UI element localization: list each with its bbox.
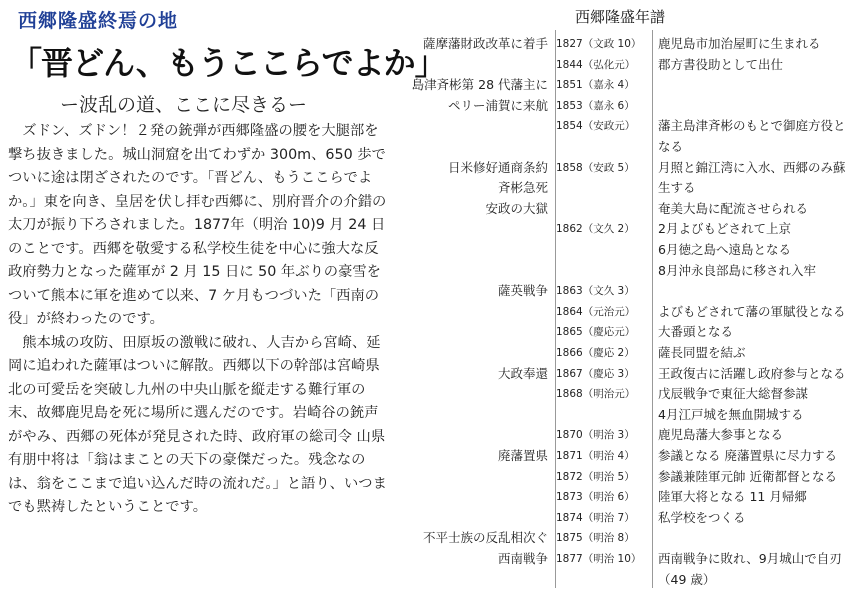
chronology-event: 薩英戦争 xyxy=(497,283,548,299)
chronology-year: 1870（明治 3） xyxy=(556,429,635,442)
chronology-description: 鹿児島藩大参事となる xyxy=(658,427,784,443)
chronology-description: 生する xyxy=(658,180,696,196)
chronology-year: 1864（元治元） xyxy=(556,305,636,318)
chronology-year: 1866（慶応 2） xyxy=(556,347,635,359)
article-subtitle: ー波乱の道、ここに尽きるー xyxy=(60,94,308,116)
chronology-description: 陸軍大将となる 11 月帰郷 xyxy=(658,489,807,505)
chronology-event: 安政の大獄 xyxy=(485,200,548,216)
chronology-year: 1863（文久 3） xyxy=(556,285,635,298)
chronology-description: 参議兼陸軍元帥 近衛都督となる xyxy=(658,468,837,484)
main-quote-title: 「晋どん、もうここらでよか」 xyxy=(10,44,446,82)
chronology-description: よびもどされて藩の軍賦役となる xyxy=(658,303,846,319)
paragraph: ズドン、ズドン！２発の銃弾が西郷隆盛の腰を大腿部を撃ち抜きました。城山洞窟を出てわずか 300m、650 歩でついに途は閉ざされたのです。「晋どん、もうここらでよか。」東を向き、皇居を伏し拝む西郷に、別府晋介の介錯の太刀が振り下ろされました。1877年（明治 10)9 月 24 日のことです。西郷を敬愛する私学校生徒を中心に強大な反政府勢力となった薩軍が 2 月 15 日に 50 年ぶりの豪雪をついて熊本に軍を進めて以来、7 ケ月もつづいた「西南の役」が終わったのです。 xyxy=(8,123,387,327)
chronology-event: 不平士族の反乱相次ぐ xyxy=(422,530,548,546)
chronology-event: 西南戦争 xyxy=(497,551,548,566)
chronology-year: 1867（慶応 3） xyxy=(556,367,635,380)
chronology-description: 藩主島津斉彬のもとで御庭方役と xyxy=(658,118,846,134)
chronology-event: 日米修好通商条約 xyxy=(447,159,548,175)
chronology-description: 4月江戸城を無血開城する xyxy=(658,406,804,422)
chronology-description: 月照と錦江湾に入水、西郷のみ蘇 xyxy=(658,159,846,175)
chronology-description: 薩長同盟を結ぶ xyxy=(658,345,746,360)
chronology-panel xyxy=(405,0,860,588)
chronology-year: 1868（明治元） xyxy=(556,388,636,401)
chronology-description: 鹿児島市加治屋町に生まれる xyxy=(658,36,821,51)
chronology-year: 1844（弘化元） xyxy=(556,58,636,71)
chronology-event: 薩摩藩財政改革に着手 xyxy=(422,36,548,51)
chronology-description: 6月徳之島へ遠島となる xyxy=(658,242,791,257)
chronology-year: 1871（明治 4） xyxy=(556,450,635,462)
chronology-year: 1874（明治 7） xyxy=(556,511,635,524)
chronology-description: 王政復古に活躍し政府参与となる xyxy=(658,365,846,381)
chronology-event: 廃藩置県 xyxy=(497,448,548,463)
chronology-year: 1827（文政 10） xyxy=(556,38,642,50)
chronology-year: 1862（文久 2） xyxy=(556,223,635,236)
chronology-year: 1851（嘉永 4） xyxy=(556,79,635,92)
chronology-event: 大政奉還 xyxy=(497,365,548,381)
chronology-description: 戊辰戦争で東征大総督参謀 xyxy=(658,386,809,402)
chronology-year: 1872（明治 5） xyxy=(556,470,635,483)
column-divider xyxy=(652,30,653,588)
article-body xyxy=(8,120,392,520)
chronology-description: 大番頭となる xyxy=(658,324,734,340)
chronology-year: 1854（安政元） xyxy=(556,120,636,133)
chronology-year: 1858（安政 5） xyxy=(556,161,635,174)
chronology-year: 1873（明治 6） xyxy=(556,491,635,504)
chronology-event: 斉彬急死 xyxy=(497,180,548,196)
article-heading: 西郷隆盛終焉の地 xyxy=(18,10,179,32)
chronology-description: なる xyxy=(658,139,684,154)
chronology-description: 奄美大島に配流させられる xyxy=(658,200,809,216)
chronology-description: （49 歳） xyxy=(658,571,716,587)
chronology-year: 1853（嘉永 6） xyxy=(556,99,635,112)
chronology-description: 西南戦争に敗れ、9月城山で自刃 xyxy=(658,551,842,566)
chronology-event: 島津斉彬第 28 代藩主に xyxy=(411,77,548,93)
chronology-year: 1875（明治 8） xyxy=(556,532,635,545)
chronology-description: 2月よびもどされて上京 xyxy=(658,221,791,237)
chronology-description: 参議となる 廃藩置県に尽力する xyxy=(658,448,837,463)
chronology-description: 郡方書役助として出仕 xyxy=(658,56,784,72)
paragraph: 熊本城の攻防、田原坂の激戦に破れ、人吉から宮崎、延岡に追われた薩軍はついに解散。西郷以下の幹部は宮崎県北の可愛岳を突破し九州の中央山脈を縦走する難行軍の末、故郷鹿児島を死に場所に選んだのです。岩崎谷の銃声がやみ、西郷の死体が発見された時、政府軍の総司令 山県有朋中将は「翁はまことの天下の豪傑だった。残念なのは、翁をここまで追い込んだ時の流れだ。」と語り、いつまでも黙祷したということです。 xyxy=(8,334,387,515)
chronology-description: 私学校をつくる xyxy=(658,509,746,525)
chronology-event: ペリー浦賀に来航 xyxy=(447,97,548,113)
chronology-title: 西郷隆盛年譜 xyxy=(575,8,666,26)
chronology-year: 1877（明治 10） xyxy=(556,553,642,565)
chronology-year: 1865（慶応元） xyxy=(556,326,636,339)
chronology-description: 8月沖永良部島に移され入牢 xyxy=(658,262,816,278)
